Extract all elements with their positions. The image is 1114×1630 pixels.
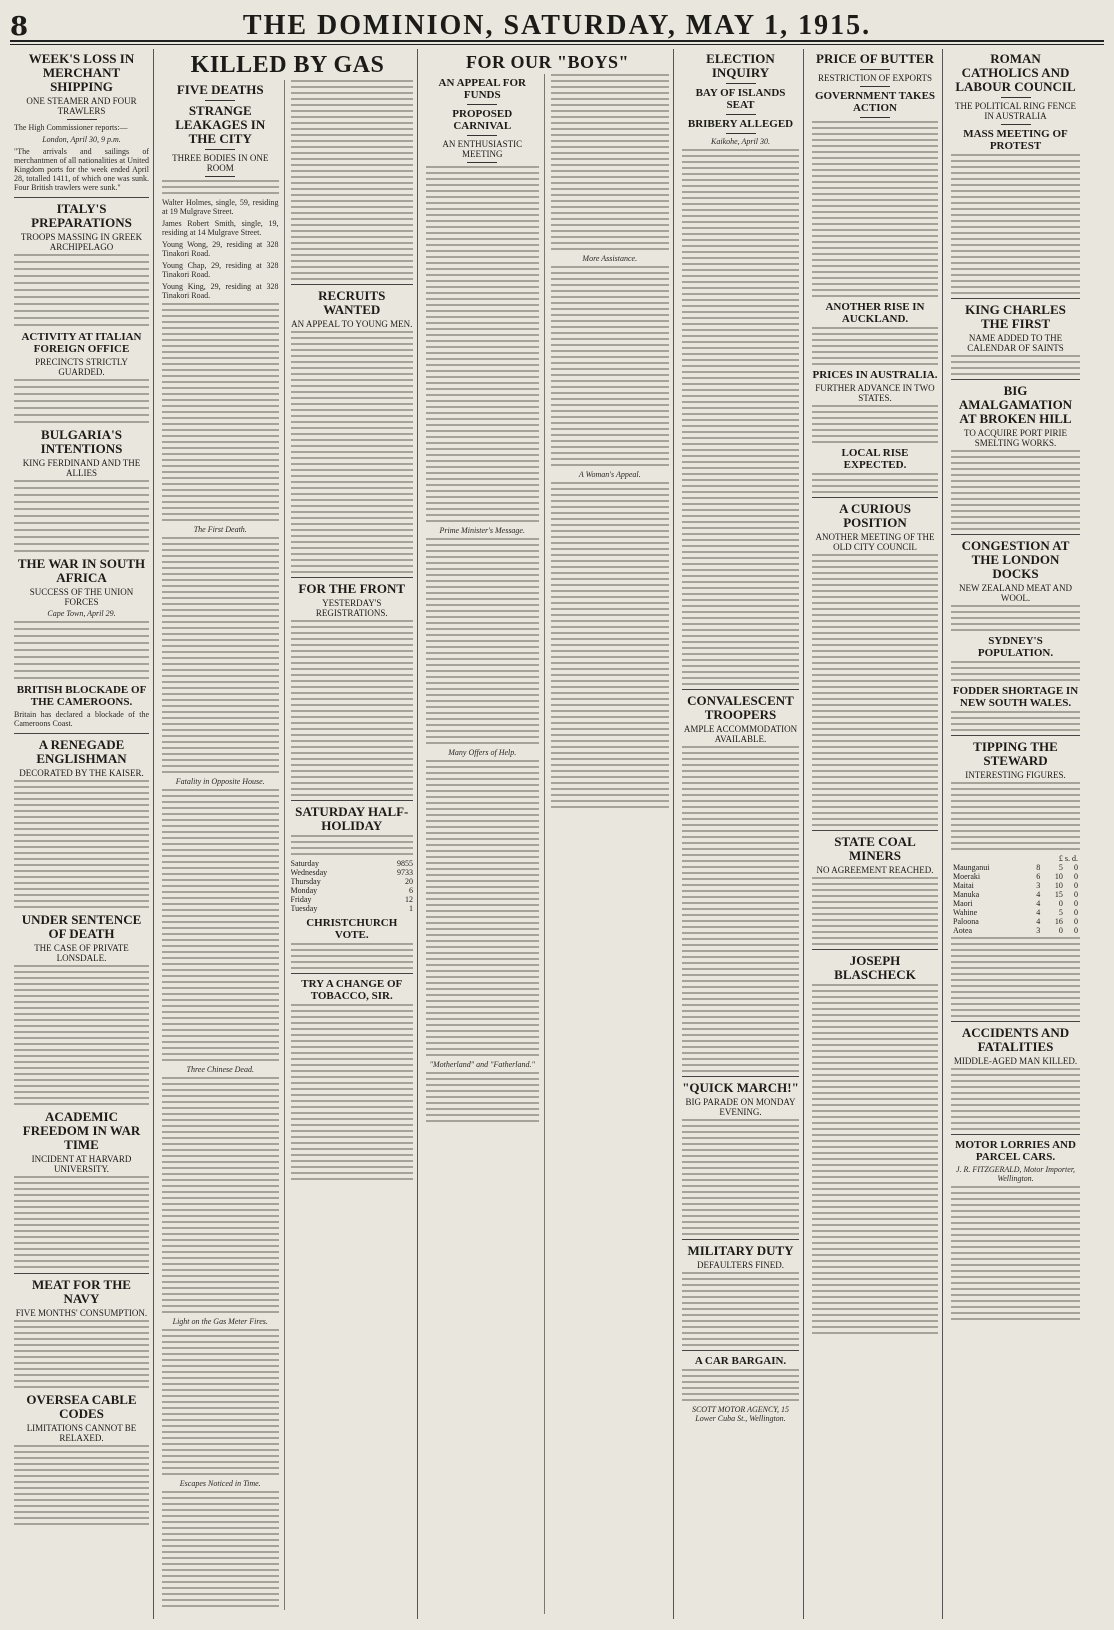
subheadline: RESTRICTION OF EXPORTS (818, 73, 932, 83)
section-heading: Three Chinese Dead. (186, 1065, 254, 1074)
votes: 9855 (397, 859, 413, 868)
headline: ITALY'S PREPARATIONS (31, 201, 132, 230)
subheadline: INCIDENT AT HARVARD UNIVERSITY. (31, 1154, 132, 1174)
subheadline: YESTERDAY'S REGISTRATIONS. (315, 598, 388, 618)
votes: 9733 (397, 868, 413, 877)
subheadline: STRANGE LEAKAGES IN THE CITY (175, 103, 266, 146)
subheadline: GOVERNMENT TAKES ACTION (814, 90, 936, 114)
headline: "QUICK MARCH!" (682, 1080, 799, 1095)
headline: ACADEMIC FREEDOM IN WAR TIME (22, 1109, 141, 1152)
article-harvard (14, 1110, 149, 1268)
table-row: Moeraki 6 10 0 (953, 872, 1078, 881)
headline: ACCIDENTS AND FATALITIES (961, 1025, 1070, 1054)
victim: James Robert Smith, single, 19, residing at 14 Mulgrave Street. (162, 219, 279, 237)
subheadline: ONE STEAMER AND FOUR TRAWLERS (26, 96, 137, 116)
article-renegade (14, 738, 149, 908)
headline: CONVALESCENT TROOPERS (687, 693, 794, 722)
subheadline: THE CASE OF PRIVATE LONSDALE. (34, 943, 129, 963)
headline: PRICE OF BUTTER (816, 51, 934, 66)
day: Friday (290, 895, 312, 904)
subheadline: DEFAULTERS FINED. (696, 1260, 784, 1270)
headline-killed-by-gas: KILLED BY GAS (190, 52, 385, 78)
headline: WEEK'S LOSS IN MERCHANT SHIPPING (28, 51, 135, 94)
section-heading: Many Offers of Help. (448, 748, 517, 757)
headline: ANOTHER RISE IN AUCKLAND. (825, 301, 925, 325)
section-heading: "Motherland" and "Fatherland." (429, 1060, 535, 1069)
section-heading: More Assistance. (582, 254, 638, 263)
section-heading: Escapes Noticed in Time. (179, 1479, 261, 1488)
tips-table (951, 854, 1080, 935)
votes: 20 (405, 877, 413, 886)
article-foreign-office (14, 331, 149, 423)
headline: ACTIVITY AT ITALIAN FOREIGN OFFICE (21, 331, 142, 355)
headline: ELECTION INQUIRY (706, 51, 775, 80)
subheadline: TO ACQUIRE PORT PIRIE SMELTING WORKS. (964, 428, 1067, 448)
table-row: Maunganui 8 5 0 (953, 863, 1078, 872)
article-navy-meat (14, 1278, 149, 1388)
victim: Walter Holmes, single, 59, residing at 19 Mulgrave Street. (162, 198, 279, 216)
headline: UNDER SENTENCE OF DEATH (21, 912, 142, 941)
subheadline: SUCCESS OF THE UNION FORCES (29, 587, 134, 607)
headline: BIG AMALGAMATION AT BROKEN HILL (958, 383, 1073, 426)
subheadline: NEW ZEALAND MEAT AND WOOL. (959, 583, 1072, 603)
subheadline: AN ENTHUSIASTIC MEETING (442, 139, 523, 159)
table-row: Manuka 4 15 0 (953, 890, 1078, 899)
headline: MEAT FOR THE NAVY (32, 1277, 131, 1306)
headline: CONGESTION AT THE LONDON DOCKS (961, 538, 1070, 581)
dateline: Kaikohe, April 30. (711, 137, 770, 146)
headline: FODDER SHORTAGE IN NEW SOUTH WALES. (952, 685, 1079, 709)
subheadline: PRECINCTS STRICTLY GUARDED. (35, 357, 128, 377)
subheadline: NAME ADDED TO THE CALENDAR OF SAINTS (967, 333, 1064, 353)
table-row: Maitai 3 10 0 (953, 881, 1078, 890)
subheadline: TROOPS MASSING IN GREEK ARCHIPELAGO (20, 232, 143, 252)
section-heading: Fatality in Opposite House. (175, 777, 265, 786)
column-4 (678, 49, 804, 1619)
subheadline: AN APPEAL TO YOUNG MEN. (291, 319, 413, 329)
table-row (291, 868, 414, 877)
section-heading: Light on the Gas Meter Fires. (172, 1317, 268, 1326)
column-1 (10, 49, 154, 1619)
advertisement-heading: MOTOR LORRIES AND PARCEL CARS. (955, 1139, 1076, 1163)
article-lonsdale (14, 913, 149, 1105)
table-row (291, 877, 414, 886)
subheadline: ANOTHER MEETING OF THE OLD CITY COUNCIL (815, 532, 935, 552)
section-heading: The First Death. (193, 525, 247, 534)
article-cable-codes (14, 1393, 149, 1525)
newspaper-title: THE DOMINION, SATURDAY, MAY 1, 1915. (242, 10, 872, 41)
subheadline: THE POLITICAL RING FENCE IN AUSTRALIA (955, 101, 1076, 121)
boys-article-continued (551, 74, 670, 1614)
table-row (291, 895, 414, 904)
dateline: London, April 30, 9 p.m. (42, 135, 121, 144)
headline-for-our-boys: FOR OUR "BOYS" (466, 52, 629, 72)
gas-article-continued (291, 80, 414, 1610)
votes: 1 (409, 904, 413, 913)
headline: BULGARIA'S INTENTIONS (40, 427, 123, 456)
headline: SYDNEY'S POPULATION. (977, 635, 1054, 659)
headline: JOSEPH BLASCHECK (834, 953, 916, 982)
table-row (291, 859, 414, 868)
paragraph: "The arrivals and sailings of merchantmen of all nationalities at United Kingdom ports for the week ended April 28, totalled 1411, of which one was sunk. Four British trawlers were sunk." (14, 147, 149, 192)
article-south-africa (14, 557, 149, 679)
subheadline: NO AGREEMENT REACHED. (816, 865, 934, 875)
headline: THE WAR IN SOUTH AFRICA (17, 556, 146, 585)
advertisement-footer: SCOTT MOTOR AGENCY, 15 Lower Cuba St., Wellington. (691, 1405, 790, 1423)
holiday-vote-table (291, 859, 414, 913)
article-italy (14, 202, 149, 326)
column-2 (158, 49, 418, 1619)
day: Wednesday (290, 868, 328, 877)
section-heading: Prime Minister's Message. (439, 526, 525, 535)
headline: KING CHARLES THE FIRST (965, 302, 1066, 331)
day: Thursday (290, 877, 321, 886)
headline: A RENEGADE ENGLISHMAN (36, 737, 127, 766)
victim: Young Wong, 29, residing at 328 Tinakori Road. (162, 240, 279, 258)
headline: SATURDAY HALF-HOLIDAY (295, 804, 409, 833)
table-row: Aotea 3 0 0 (953, 926, 1078, 935)
victim: Young Chap, 29, residing at 328 Tinakori Road. (162, 261, 279, 279)
subheadline: BIG PARADE ON MONDAY EVENING. (685, 1097, 796, 1117)
votes: 12 (405, 895, 413, 904)
columns (10, 49, 1104, 1619)
subheadline: AN APPEAL FOR FUNDS (438, 77, 526, 101)
day: Monday (290, 886, 318, 895)
subheadline: AMPLE ACCOMMODATION AVAILABLE. (683, 724, 798, 744)
headline: LOCAL RISE EXPECTED. (841, 447, 909, 471)
dateline: Cape Town, April 29. (47, 609, 116, 618)
subheadline: LIMITATIONS CANNOT BE RELAXED. (26, 1423, 137, 1443)
subheadline: INTERESTING FIGURES. (965, 770, 1066, 780)
page-number: 8 (10, 12, 29, 42)
table-row: Wahine 4 5 0 (953, 908, 1078, 917)
subheadline: MASS MEETING OF PROTEST (963, 128, 1068, 152)
masthead (10, 10, 1104, 42)
headline: OVERSEA CABLE CODES (26, 1392, 137, 1421)
currency-header: £ s. d. (1058, 854, 1078, 863)
day: Tuesday (290, 904, 318, 913)
paragraph: Britain has declared a blockade of the Cameroons Coast. (14, 710, 149, 728)
day: Saturday (290, 859, 319, 868)
subheadline: FIVE DEATHS (176, 82, 264, 97)
subheadline: BAY OF ISLANDS SEAT (695, 87, 786, 111)
article-shipping (14, 52, 149, 192)
headline: A CURIOUS POSITION (839, 501, 911, 530)
headline: TIPPING THE STEWARD (973, 739, 1058, 768)
article-cameroons (14, 684, 149, 728)
table-row (291, 904, 414, 913)
votes: 6 (409, 886, 413, 895)
subheadline: KING FERDINAND AND THE ALLIES (22, 458, 141, 478)
table-row (291, 886, 414, 895)
headline: ROMAN CATHOLICS AND LABOUR COUNCIL (955, 51, 1076, 94)
article-bulgaria (14, 428, 149, 552)
headline: MILITARY DUTY (687, 1243, 794, 1258)
headline: PRICES IN AUSTRALIA. (812, 369, 938, 381)
subheadline: THREE BODIES IN ONE ROOM (172, 153, 269, 173)
table-row: Maori 4 0 0 (953, 899, 1078, 908)
subheadline: MIDDLE-AGED MAN KILLED. (953, 1056, 1078, 1066)
table-header-row (951, 854, 1080, 863)
table-row: Paloona 4 16 0 (953, 917, 1078, 926)
headline: STATE COAL MINERS (834, 834, 916, 863)
subheadline: BRIBERY ALLEGED (687, 118, 794, 130)
subheadline: PROPOSED CARNIVAL (452, 108, 513, 132)
paragraph: The High Commissioner reports:— (14, 123, 128, 132)
section-heading: A Woman's Appeal. (578, 470, 641, 479)
advertisement-agent: J. R. FITZGERALD, Motor Importer, Wellington. (955, 1165, 1076, 1183)
headline: BRITISH BLOCKADE OF THE CAMEROONS. (16, 684, 147, 708)
column-3 (422, 49, 674, 1619)
headline: RECRUITS WANTED (318, 288, 386, 317)
headline: FOR THE FRONT (298, 581, 406, 596)
column-6 (947, 49, 1084, 1619)
advertisement-heading: A CAR BARGAIN. (694, 1355, 787, 1367)
subheadline: DECORATED BY THE KAISER. (19, 768, 144, 778)
advertisement-heading: TRY A CHANGE OF TOBACCO, SIR. (301, 978, 403, 1002)
gas-article (162, 80, 285, 1610)
headline: CHRISTCHURCH VOTE. (306, 917, 398, 941)
victim: Young King, 29, residing at 328 Tinakori Road. (162, 282, 279, 300)
column-5 (808, 49, 943, 1619)
subheadline: FIVE MONTHS' CONSUMPTION. (15, 1308, 148, 1318)
boys-article (426, 74, 545, 1614)
subheadline: FURTHER ADVANCE IN TWO STATES. (815, 383, 935, 403)
